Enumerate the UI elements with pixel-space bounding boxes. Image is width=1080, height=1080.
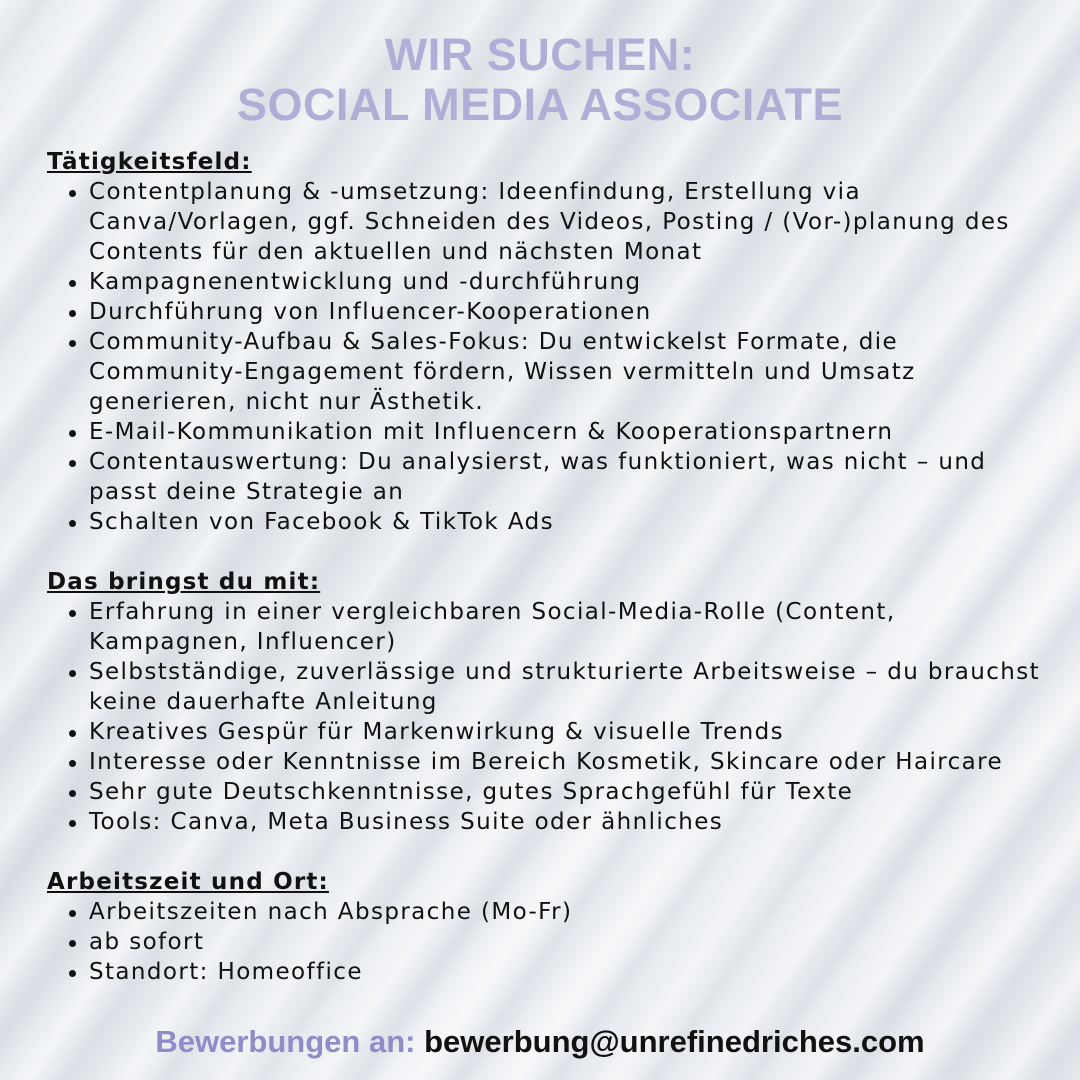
list-item: Contentplanung & -umsetzung: Ideenfindung, Erstellung via Canva/Vorlagen, ggf. Schneiden des Videos, Posting / (Vor-)planung des Contents für den aktuellen und nächsten Monat bbox=[47, 177, 1057, 267]
bullet-list bbox=[47, 177, 1057, 537]
footer-label: Bewerbungen an: bbox=[155, 1024, 416, 1059]
list-item: Erfahrung in einer vergleichbaren Social-Media-Rolle (Content, Kampagnen, Influencer) bbox=[47, 597, 1057, 657]
list-item: Sehr gute Deutschkenntnisse, gutes Sprachgefühl für Texte bbox=[47, 777, 1057, 807]
title-line-1: WIR SUCHEN: bbox=[384, 29, 696, 80]
list-item: Interesse oder Kenntnisse im Bereich Kosmetik, Skincare oder Haircare bbox=[47, 747, 1057, 777]
section-taetigkeitsfeld bbox=[47, 147, 1057, 537]
list-item: Arbeitszeiten nach Absprache (Mo-Fr) bbox=[47, 897, 1057, 927]
job-description bbox=[47, 147, 1057, 987]
section-heading: Arbeitszeit und Ort: bbox=[47, 869, 329, 895]
list-item: Kampagnenentwicklung und -durchführung bbox=[47, 267, 1057, 297]
section-heading: Das bringst du mit: bbox=[47, 569, 321, 595]
list-item: Contentauswertung: Du analysierst, was funktioniert, was nicht – und passt deine Strategie an bbox=[47, 447, 1057, 507]
list-item: ab sofort bbox=[47, 927, 1057, 957]
list-item: Selbstständige, zuverlässige und strukturierte Arbeitsweise – du brauchst keine dauerhafte Anleitung bbox=[47, 657, 1057, 717]
section-requirements bbox=[47, 567, 1057, 837]
list-item: Standort: Homeoffice bbox=[47, 957, 1057, 987]
list-item: Tools: Canva, Meta Business Suite oder ähnliches bbox=[47, 807, 1057, 837]
list-item: Community-Aufbau & Sales-Fokus: Du entwickelst Formate, die Community-Engagement fördern, Wissen vermitteln und Umsatz generieren, nicht nur Ästhetik. bbox=[47, 327, 1057, 417]
section-work-time-location bbox=[47, 867, 1057, 987]
list-item: Schalten von Facebook & TikTok Ads bbox=[47, 507, 1057, 537]
list-item: E-Mail-Kommunikation mit Influencern & Kooperationspartnern bbox=[47, 417, 1057, 447]
bullet-list bbox=[47, 597, 1057, 837]
spacer bbox=[47, 837, 1057, 867]
bullet-list bbox=[47, 897, 1057, 987]
spacer bbox=[47, 537, 1057, 567]
title-line-2: SOCIAL MEDIA ASSOCIATE bbox=[236, 79, 844, 130]
page-title bbox=[0, 30, 1080, 130]
section-heading: Tätigkeitsfeld: bbox=[47, 149, 252, 175]
application-email-link[interactable]: bewerbung@unrefinedriches.com bbox=[424, 1024, 925, 1059]
list-item: Durchführung von Influencer-Kooperationen bbox=[47, 297, 1057, 327]
list-item: Kreatives Gespür für Markenwirkung & visuelle Trends bbox=[47, 717, 1057, 747]
application-footer bbox=[0, 1024, 1080, 1060]
